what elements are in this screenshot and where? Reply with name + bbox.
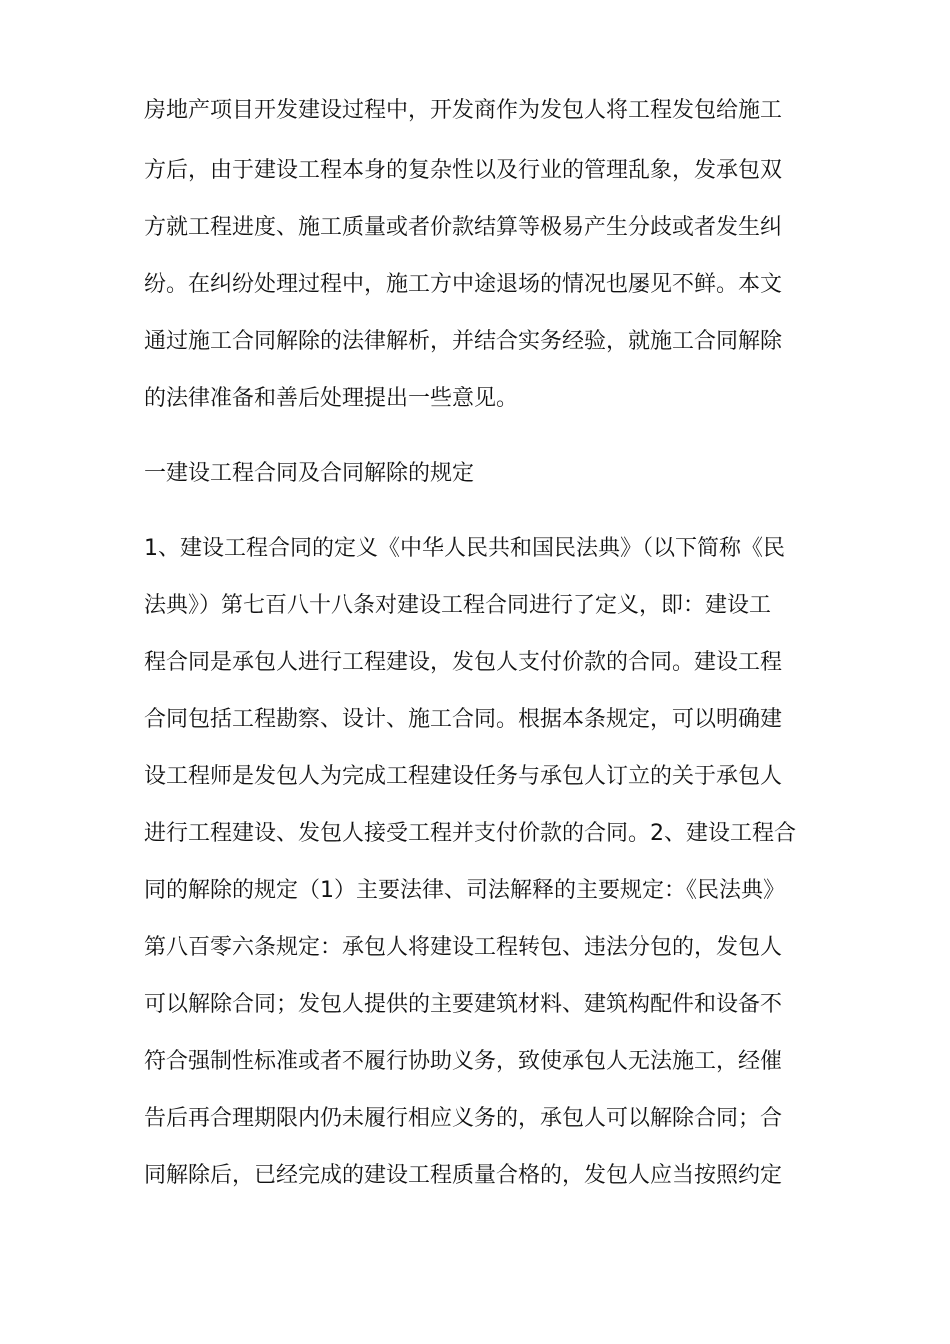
text-line: 方就工程进度、施工质量或者价款结算等极易产生分歧或者发生纠	[144, 215, 783, 240]
text-line: 可以解除合同；发包人提供的主要建筑材料、建筑构配件和设备不	[144, 992, 783, 1017]
text-line: 1、建设工程合同的定义《中华人民共和国民法典》（以下简称《民	[144, 536, 785, 561]
text-line: 同解除后，已经完成的建设工程质量合格的，发包人应当按照约定	[144, 1163, 783, 1188]
text-line: 告后再合理期限内仍未履行相应义务的，承包人可以解除合同；合	[144, 1106, 783, 1131]
text-line: 的法律准备和善后处理提出一些意见。	[144, 386, 519, 411]
text-line: 程合同是承包人进行工程建设，发包人支付价款的合同。建设工程	[144, 650, 783, 675]
section-heading: 一建设工程合同及合同解除的规定	[144, 461, 475, 486]
text-line: 纷。在纠纷处理过程中，施工方中途退场的情况也屡见不鲜。本文	[144, 272, 783, 297]
text-line: 通过施工合同解除的法律解析，并结合实务经验，就施工合同解除	[144, 329, 783, 354]
text-line: 同的解除的规定（1）主要法律、司法解释的主要规定：《民法典》	[144, 878, 785, 903]
text-line: 符合强制性标准或者不履行协助义务，致使承包人无法施工，经催	[144, 1049, 783, 1074]
text-line: 第八百零六条规定：承包人将建设工程转包、违法分包的，发包人	[144, 935, 783, 960]
text-line: 方后，由于建设工程本身的复杂性以及行业的管理乱象，发承包双	[144, 158, 783, 183]
text-line: 法典》）第七百八十八条对建设工程合同进行了定义，即：建设工	[144, 593, 772, 618]
text-line: 进行工程建设、发包人接受工程并支付价款的合同。2、建设工程合	[144, 821, 796, 846]
text-line: 房地产项目开发建设过程中，开发商作为发包人将工程发包给施工	[144, 98, 783, 123]
text-line: 合同包括工程勘察、设计、施工合同。根据本条规定，可以明确建	[144, 707, 783, 732]
text-line: 设工程师是发包人为完成工程建设任务与承包人订立的关于承包人	[144, 764, 783, 789]
